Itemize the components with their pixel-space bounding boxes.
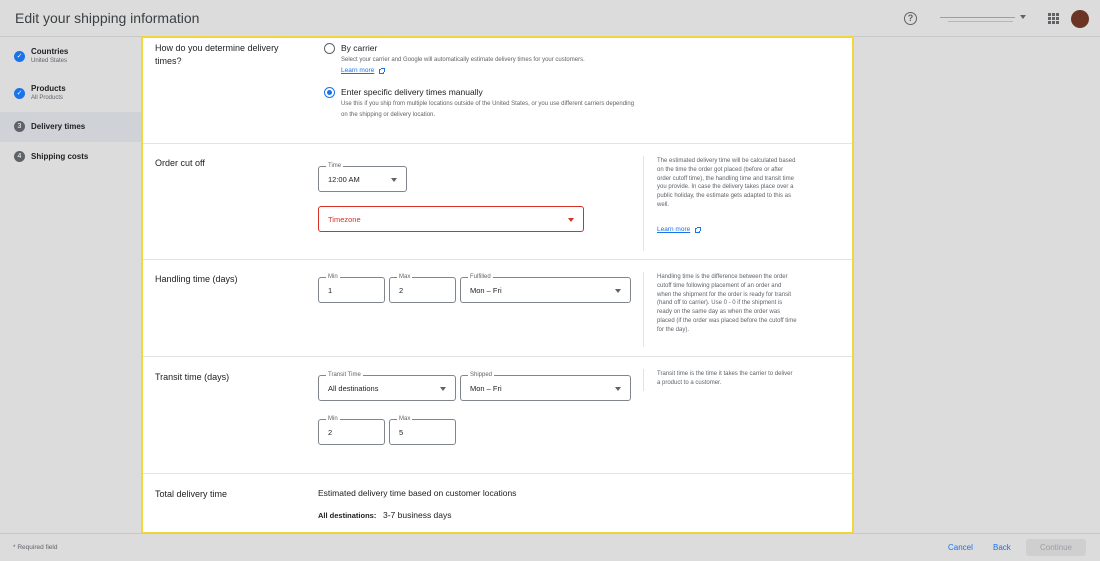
continue-button[interactable]: Continue	[1026, 539, 1086, 556]
by-carrier-desc: Select your carrier and Google will automatically estimate delivery times for your customers.	[341, 57, 585, 63]
max-field-label: Max	[399, 274, 411, 280]
dropdown-caret-icon	[615, 289, 621, 293]
cutoff-help-text: The estimated delivery time will be calculated based on the time the order got placed (before or after order cutoff time), the handling time and transit time you provide. In case the delivery takes place over a public holiday, the estimate gets adapted to this as well.	[657, 158, 796, 208]
step-label: Delivery times	[31, 122, 86, 131]
transit-label: Transit time (days)	[155, 372, 230, 382]
account-switcher-sub[interactable]	[948, 21, 1013, 22]
step-number-badge: 4	[14, 151, 25, 162]
external-link-icon[interactable]	[379, 69, 384, 74]
step-label: Countries	[31, 47, 69, 56]
time-field-label: Time	[328, 163, 342, 169]
determine-question: How do you determine delivery times?	[155, 43, 279, 66]
handling-section	[143, 260, 852, 357]
help-divider	[643, 156, 644, 251]
cutoff-section	[143, 144, 852, 260]
handling-label: Handling time (days)	[155, 274, 238, 284]
all-destinations-value: 3-7 business days	[383, 510, 452, 520]
max-field-label: Max	[399, 416, 411, 422]
step-sublabel: All Products	[31, 95, 64, 101]
fulfilled-value: Mon – Fri	[470, 286, 502, 295]
max-value: 5	[399, 428, 404, 437]
transit-section	[143, 357, 852, 474]
manual-desc: Use this if you ship from multiple locations outside of the United States, or you use different carriers depending on the shipping or delivery location.	[341, 101, 635, 118]
time-select[interactable]	[318, 163, 407, 192]
dropdown-caret-icon	[568, 218, 574, 222]
cutoff-learn-more-link[interactable]: Learn more	[657, 226, 691, 233]
sidebar-step-delivery-times[interactable]	[0, 112, 142, 142]
total-section	[143, 474, 852, 532]
by-carrier-learn-more-link[interactable]: Learn more	[341, 67, 375, 74]
min-field-label: Min	[328, 274, 338, 280]
footer-bar	[0, 533, 1100, 561]
steps-sidebar	[0, 38, 142, 532]
fulfilled-select[interactable]	[460, 274, 631, 303]
account-switcher[interactable]	[940, 17, 1015, 18]
max-value: 2	[399, 286, 404, 295]
manual-label[interactable]: Enter specific delivery times manually	[341, 87, 483, 97]
apps-grid-icon[interactable]	[1048, 13, 1059, 24]
step-label: Shipping costs	[31, 152, 89, 161]
handling-max-input[interactable]	[389, 274, 456, 303]
step-label: Products	[31, 84, 66, 93]
fulfilled-field-label: Fulfilled	[470, 274, 491, 280]
sidebar-step-countries[interactable]	[0, 38, 142, 75]
back-button[interactable]: Back	[993, 543, 1011, 552]
shipped-value: Mon – Fri	[470, 384, 502, 393]
shipped-field-label: Shipped	[470, 372, 493, 378]
page-title: Edit your shipping information	[15, 10, 200, 26]
min-value: 1	[328, 286, 333, 295]
time-value: 12:00 AM	[328, 175, 360, 184]
sidebar-step-shipping-costs[interactable]	[0, 142, 142, 172]
dropdown-caret-icon	[440, 387, 446, 391]
manual-radio[interactable]	[324, 87, 335, 98]
min-field-label: Min	[328, 416, 338, 422]
sidebar-step-products[interactable]	[0, 75, 142, 112]
cutoff-label: Order cut off	[155, 158, 205, 168]
chevron-down-icon[interactable]	[1020, 15, 1026, 19]
transit-help-text: Transit time is the time it takes the carrier to deliver a product to a customer.	[657, 371, 793, 386]
handling-help-text: Handling time is the difference between the order cutoff time following placement of an order and when the shipment for the order is ready for transit (hand off to carrier). Use 0 - 0 if the shipment is ready on the same day as when the order was placed (if the order was placed before the cutoff time for the day).	[657, 274, 797, 333]
help-divider	[643, 369, 644, 391]
help-divider	[643, 272, 644, 347]
by-carrier-label[interactable]: By carrier	[341, 43, 378, 53]
delivery-times-panel	[141, 36, 854, 534]
dropdown-caret-icon	[615, 387, 621, 391]
by-carrier-radio[interactable]	[324, 43, 335, 54]
min-value: 2	[328, 428, 333, 437]
step-number-badge: 3	[14, 121, 25, 132]
check-circle-icon: ✓	[14, 51, 25, 62]
required-field-note: * Required field	[13, 544, 58, 551]
handling-min-input[interactable]	[318, 274, 385, 303]
help-icon[interactable]: ?	[904, 12, 917, 25]
avatar[interactable]	[1071, 10, 1089, 28]
top-header	[0, 0, 1100, 37]
external-link-icon[interactable]	[695, 228, 700, 233]
all-destinations-label: All destinations:	[318, 511, 377, 520]
check-circle-icon: ✓	[14, 88, 25, 99]
transit-value: All destinations	[328, 384, 379, 393]
total-title: Estimated delivery time based on customer locations	[318, 488, 517, 498]
shipped-select[interactable]	[460, 372, 631, 401]
dropdown-caret-icon	[391, 178, 397, 182]
step-sublabel: United States	[31, 58, 68, 64]
timezone-placeholder: Timezone	[328, 215, 361, 224]
transit-time-select[interactable]	[318, 372, 456, 401]
timezone-select[interactable]	[318, 206, 584, 232]
cancel-button[interactable]: Cancel	[948, 543, 973, 552]
determine-section	[143, 38, 852, 144]
transit-field-label: Transit Time	[328, 372, 361, 378]
transit-max-input[interactable]	[389, 416, 456, 445]
total-label: Total delivery time	[155, 489, 228, 499]
transit-min-input[interactable]	[318, 416, 385, 445]
